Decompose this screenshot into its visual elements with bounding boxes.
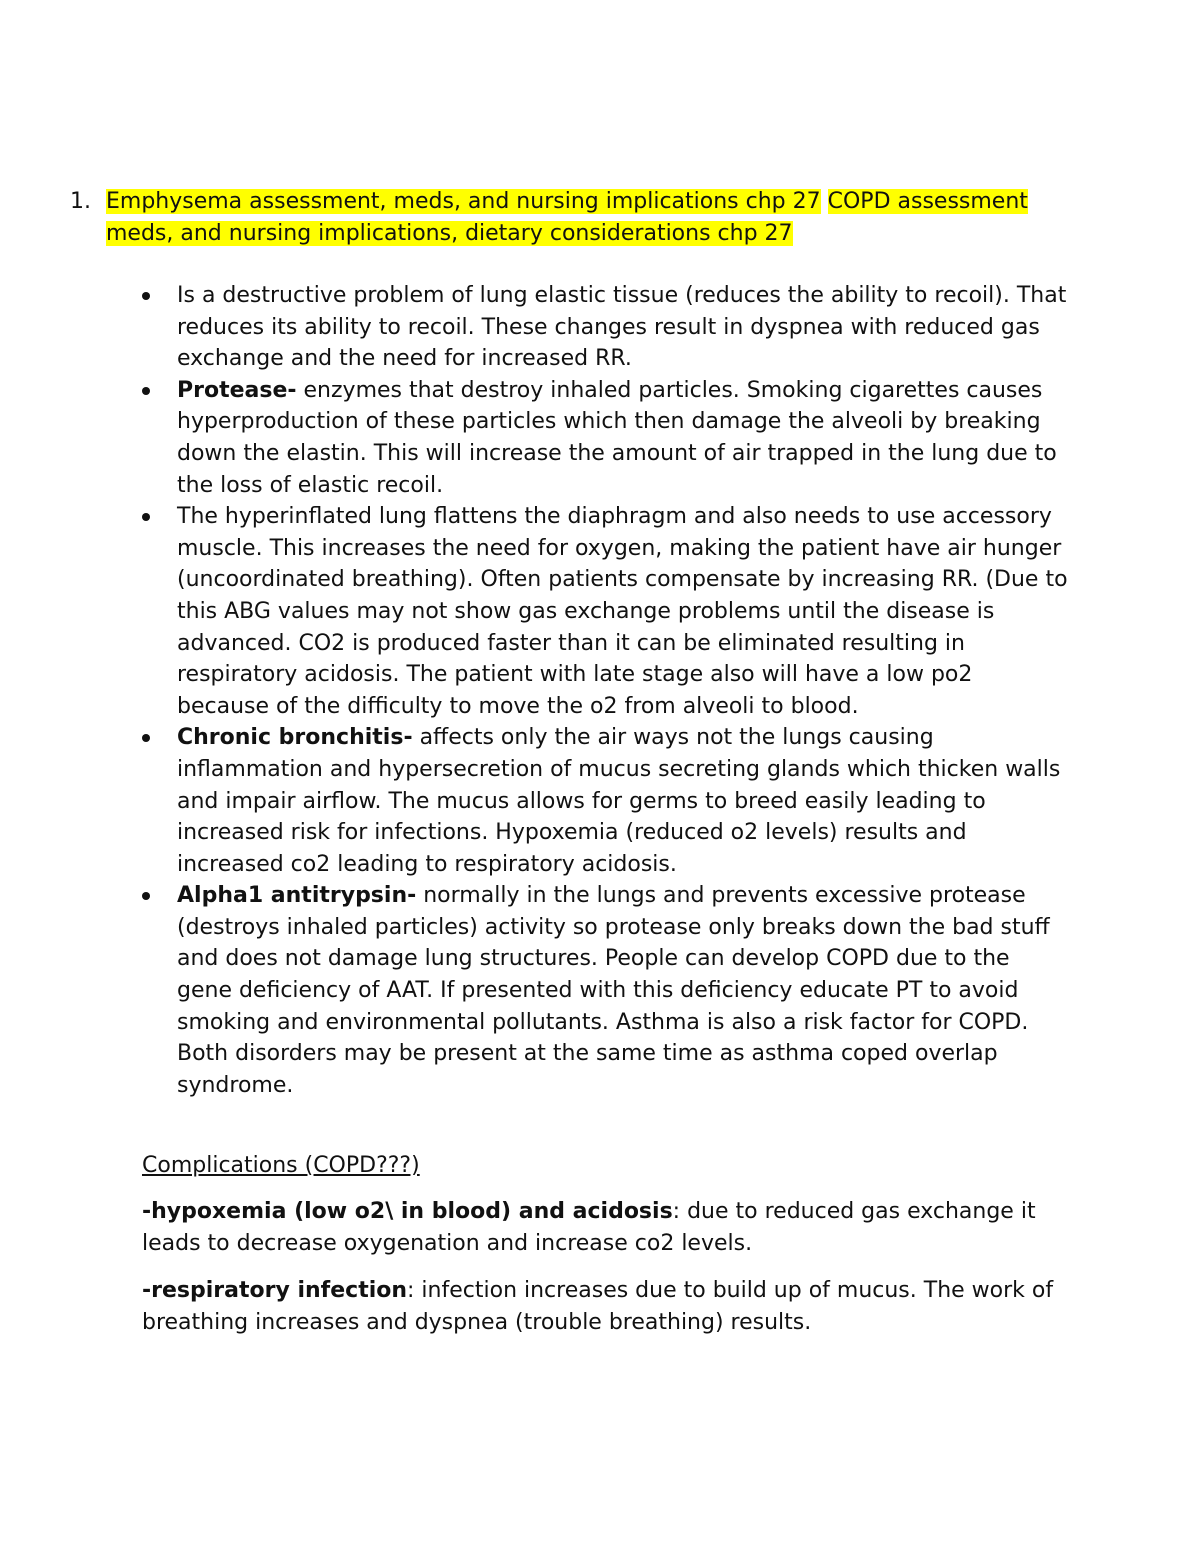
bullet-term: Alpha1 antitrypsin-: [177, 883, 417, 909]
bullet-dot-icon: [142, 892, 150, 900]
bullet-item: [140, 501, 1070, 722]
complication-text: : infection increases due to build up of mucus. The work of breathing increases and dyspnea (trouble breathing) results.: [142, 1278, 1054, 1335]
complication-term: -hypoxemia (low o2\ in blood) and acidosis: [142, 1199, 673, 1224]
bullet-item: [140, 280, 1070, 375]
bullet-dot-icon: [142, 292, 150, 300]
heading-part-emphysema: Emphysema assessment, meds, and nursing implications chp 27: [106, 189, 821, 214]
complication-paragraph: [142, 1196, 1072, 1259]
bullet-text: Is a destructive problem of lung elastic tissue (reduces the ability to recoil). That reduces its ability to recoil. These changes result in dyspnea with reduced gas exchange and the need for increased RR.: [177, 283, 1067, 372]
bullet-dot-icon: [142, 513, 150, 521]
complication-paragraph: [142, 1275, 1072, 1338]
heading-number: 1.: [70, 189, 91, 214]
bullet-item: [140, 880, 1070, 1101]
bullet-term: Chronic bronchitis-: [177, 725, 413, 751]
bullet-text: normally in the lungs and prevents excessive protease (destroys inhaled particles) activity so protease only breaks down the bad stuff and does not damage lung structures. People can develop COPD due to the gene deficiency of AAT. If presented with this deficiency educate PT to avoid smoking and environmental pollutants. Asthma is also a risk factor for COPD. Both disorders may be present at the same time as asthma coped overlap syndrome.: [177, 883, 1050, 1098]
bullet-dot-icon: [142, 734, 150, 742]
bullet-text: enzymes that destroy inhaled particles. Smoking cigarettes causes hyperproduction of these particles which then damage the alveoli by breaking down the elastin. This will increase the amount of air trapped in the lung due to the loss of elastic recoil.: [177, 377, 1057, 498]
bullet-list: [140, 280, 1070, 1101]
complication-term: -respiratory infection: [142, 1278, 408, 1303]
bullet-dot-icon: [142, 387, 150, 395]
bullet-text: The hyperinflated lung flattens the diaphragm and also needs to use accessory muscle. This increases the need for oxygen, making the patient have air hunger (uncoordinated breathing). Often patients compensate by increasing RR. (Due to this ABG values may not show gas exchange problems until the disease is advanced. CO2 is produced faster than it can be eliminated resulting in respiratory acidosis. The patient with late stage also will have a low po2 because of the difficulty to move the o2 from alveoli to blood.: [177, 504, 1068, 719]
bullet-term: Protease-: [177, 377, 297, 403]
complications-heading: Complications (COPD???): [142, 1153, 420, 1178]
heading-text: [106, 186, 1070, 249]
bullet-text: affects only the air ways not the lungs causing inflammation and hypersecretion of mucus secreting glands which thicken walls and impair airflow. The mucus allows for germs to breed easily leading to increased risk for infections. Hypoxemia (reduced o2 levels) results and increased co2 leading to respiratory acidosis.: [177, 725, 1061, 877]
numbered-heading: [70, 186, 1070, 249]
heading-part-copd: COPD assessment meds, and nursing implications, dietary considerations chp 27: [106, 189, 1028, 246]
bullet-item: [140, 722, 1070, 880]
complication-text: : due to reduced gas exchange it leads to decrease oxygenation and increase co2 levels.: [142, 1199, 1036, 1256]
bullet-item: [140, 375, 1070, 501]
